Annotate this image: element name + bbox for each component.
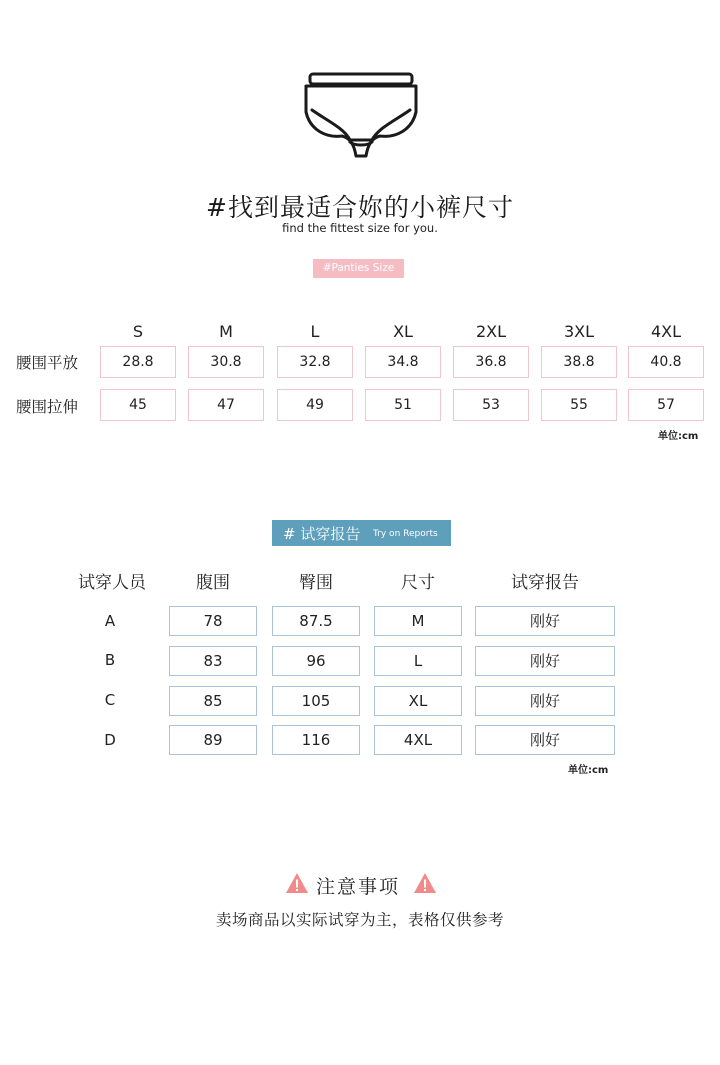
row-label-waist-flat: 腰围平放 bbox=[16, 354, 79, 372]
unit-label: 单位:cm bbox=[658, 431, 699, 442]
table-cell: 刚好 bbox=[475, 725, 615, 755]
size-header: XL bbox=[393, 322, 413, 341]
table-cell: 36.8 bbox=[453, 346, 529, 378]
person-label: C bbox=[104, 691, 116, 709]
try-on-report-badge bbox=[272, 520, 451, 546]
table-cell: 83 bbox=[169, 646, 257, 676]
size-header: 4XL bbox=[650, 322, 682, 341]
table-cell: 40.8 bbox=[628, 346, 704, 378]
table-cell: 89 bbox=[169, 725, 257, 755]
table-cell: 38.8 bbox=[541, 346, 617, 378]
report-badge-title: # 试穿报告 bbox=[283, 525, 361, 543]
table-cell: 32.8 bbox=[277, 346, 353, 378]
person-label: B bbox=[104, 651, 116, 669]
table-cell: 47 bbox=[188, 389, 264, 421]
table-cell: 刚好 bbox=[475, 606, 615, 636]
table-cell: 30.8 bbox=[188, 346, 264, 378]
report-header: 尺寸 bbox=[401, 573, 435, 593]
warning-icon bbox=[285, 872, 309, 894]
table-cell: 78 bbox=[169, 606, 257, 636]
table-cell: 57 bbox=[628, 389, 704, 421]
table-cell: 刚好 bbox=[475, 686, 615, 716]
size-header: 3XL bbox=[563, 322, 595, 341]
report-badge-subtitle: Try on Reports bbox=[373, 529, 438, 539]
panties-size-badge: #Panties Size bbox=[313, 259, 404, 278]
table-cell: 53 bbox=[453, 389, 529, 421]
report-header: 腹围 bbox=[196, 573, 230, 593]
table-cell: 45 bbox=[100, 389, 176, 421]
page-title: #找到最适合妳的小裤尺寸 bbox=[206, 193, 514, 222]
person-label: D bbox=[104, 731, 116, 749]
report-header: 臀围 bbox=[299, 573, 333, 593]
table-cell: 116 bbox=[272, 725, 360, 755]
size-header: 2XL bbox=[475, 322, 507, 341]
report-header: 试穿人员 bbox=[78, 573, 146, 593]
table-cell: 55 bbox=[541, 389, 617, 421]
size-header: L bbox=[310, 322, 320, 341]
size-header: S bbox=[132, 322, 144, 341]
table-cell: 51 bbox=[365, 389, 441, 421]
notice-text: 卖场商品以实际试穿为主，表格仅供参考 bbox=[215, 911, 504, 929]
table-cell: 49 bbox=[277, 389, 353, 421]
person-label: A bbox=[104, 612, 116, 630]
table-cell: 96 bbox=[272, 646, 360, 676]
table-cell: 刚好 bbox=[475, 646, 615, 676]
row-label-waist-stretch: 腰围拉伸 bbox=[16, 398, 79, 416]
table-cell: 28.8 bbox=[100, 346, 176, 378]
table-cell: M bbox=[374, 606, 462, 636]
table-cell: 34.8 bbox=[365, 346, 441, 378]
table-cell: 87.5 bbox=[272, 606, 360, 636]
table-cell: L bbox=[374, 646, 462, 676]
table-cell: 85 bbox=[169, 686, 257, 716]
table-cell: XL bbox=[374, 686, 462, 716]
size-header: M bbox=[219, 322, 233, 341]
report-header: 试穿报告 bbox=[511, 573, 579, 593]
table-cell: 105 bbox=[272, 686, 360, 716]
panties-icon bbox=[300, 68, 422, 160]
unit-label: 单位:cm bbox=[568, 765, 609, 776]
table-cell: 4XL bbox=[374, 725, 462, 755]
page-subtitle: find the fittest size for you. bbox=[282, 221, 438, 235]
warning-icon bbox=[413, 872, 437, 894]
notice-title: 注意事项 bbox=[316, 876, 401, 898]
